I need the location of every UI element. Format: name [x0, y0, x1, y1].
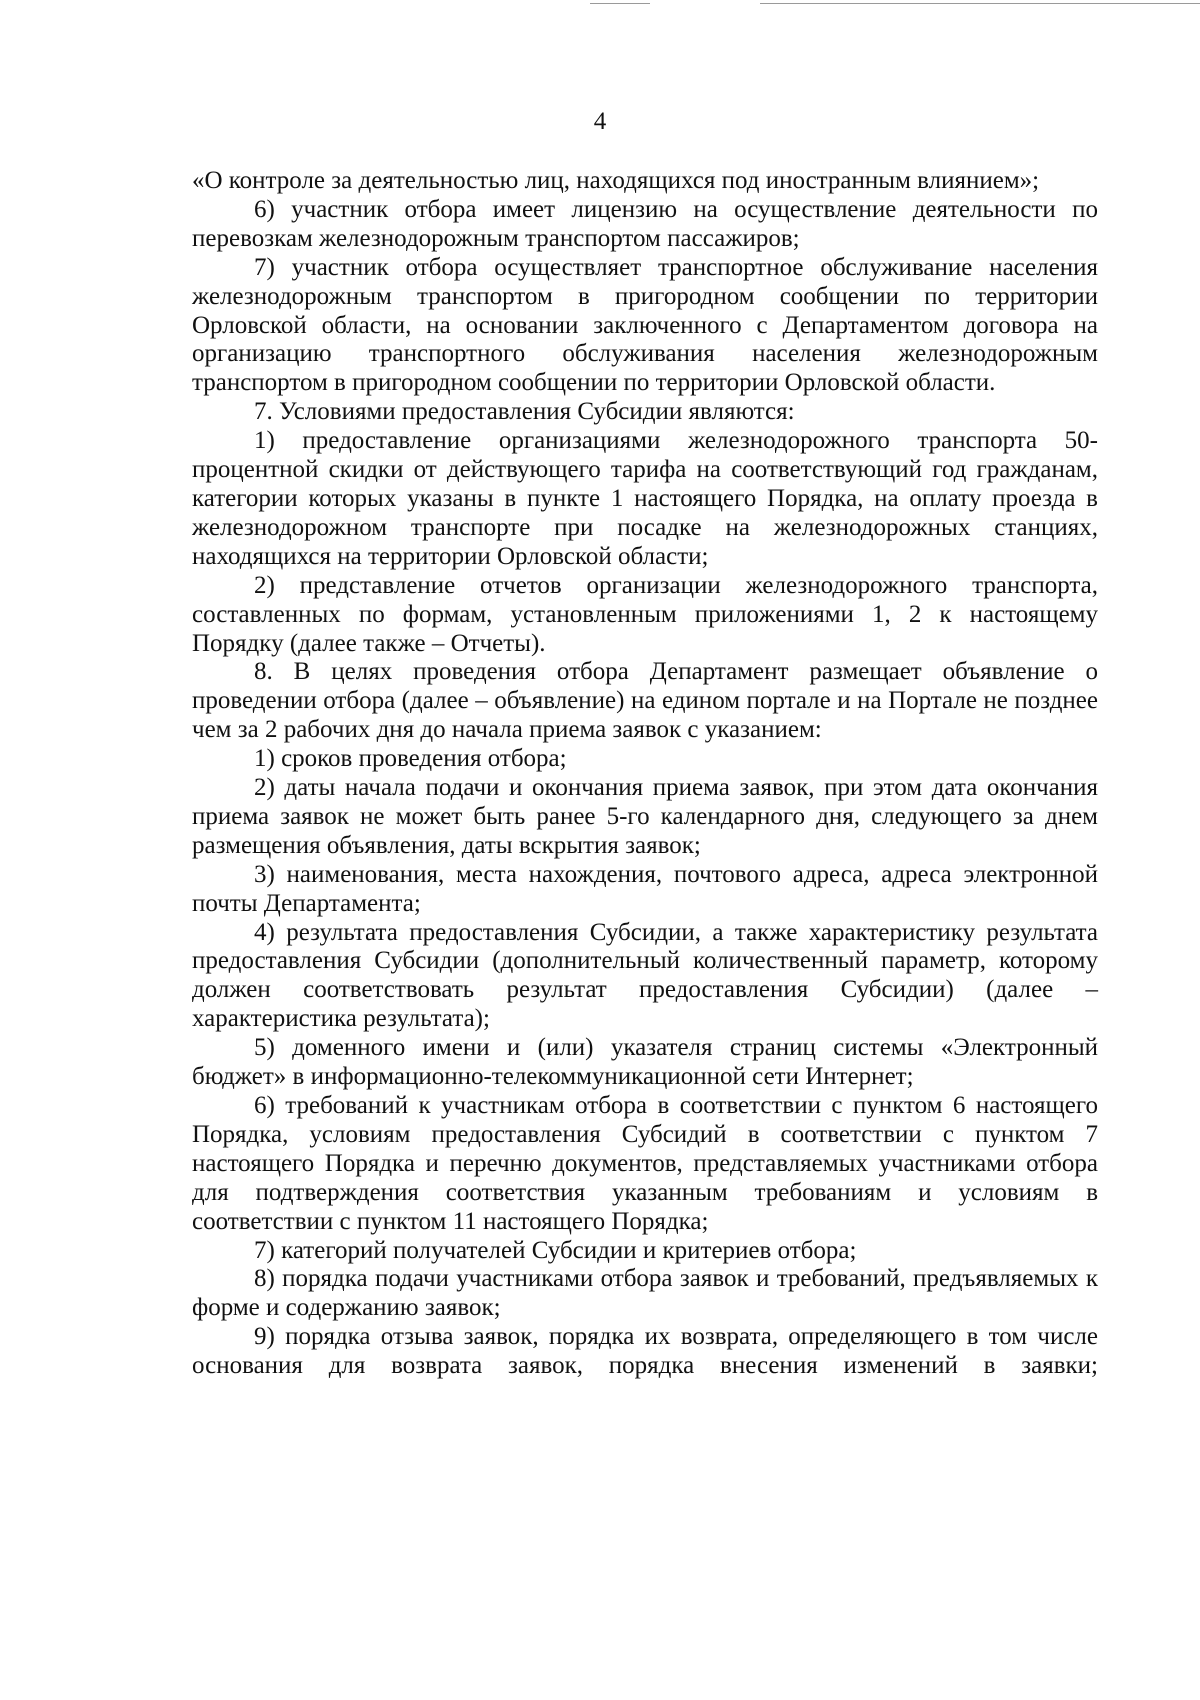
scan-edge-mark [760, 3, 1200, 4]
paragraph: 1) сроков проведения отбора; [254, 745, 567, 773]
page-number: 4 [593, 108, 607, 135]
paragraph: 2) представление отчетов организации железнодорожного транспорта, составленных по формам, установленным приложениями 1, 2 к настоящему Порядку (далее также – Отчеты). [192, 571, 1098, 657]
paragraph: 2) даты начала подачи и окончания приема заявок, при этом дата окончания приема заявок не может быть ранее 5-го календарного дня, следующего за днем размещения объявления, даты вскрытия заявок; [192, 774, 1098, 859]
paragraph: 7) категорий получателей Субсидии и критериев отбора; [254, 1236, 857, 1264]
paragraph: 6) участник отбора имеет лицензию на осуществление деятельности по перевозкам железнодорожным транспортом пассажиров; [192, 195, 1098, 252]
paragraph: «О контроле за деятельностью лиц, находящихся под иностранным влиянием»; [192, 167, 1040, 194]
paragraph: 3) наименования, места нахождения, почтового адреса, адреса электронной почты Департамента; [192, 860, 1098, 917]
paragraph: 7. Условиями предоставления Субсидии являются: [254, 398, 795, 426]
paragraph: 7) участник отбора осуществляет транспортное обслуживание населения железнодорожным транспортом в пригородном сообщении по территории Орловской области, на основании заключенного с Департаментом договора на организацию транспортного обслуживания населения железнодорожным транспортом в пригородном сообщении по территории Орловской области. [192, 253, 1098, 397]
paragraph: 4) результата предоставления Субсидии, а также характеристику результата предоставления Субсидии (дополнительный количественный параметр, которому должен соответствовать результат предоставления Субсидии) (далее – характеристика результата); [192, 918, 1098, 1033]
paragraph: 9) порядка отзыва заявок, порядка их возврата, определяющего в том числе основания для возврата заявок, порядка внесения изменений в заявки; [192, 1323, 1098, 1380]
document-body [192, 167, 1098, 1381]
paragraph: 1) предоставление организациями железнодорожного транспорта 50-процентной скидки от действующего тарифа на соответствующий год гражданам, категории которых указаны в пункте 1 настоящего Порядка, на оплату проезда в железнодорожном транспорте при посадке на железнодорожных станциях, находящихся на территории Орловской области; [192, 427, 1098, 570]
paragraph: 8. В целях проведения отбора Департамент размещает объявление о проведении отбора (далее – объявление) на едином портале и на Портале не позднее чем за 2 рабочих дня до начала приема заявок с указанием: [192, 658, 1098, 744]
paragraph: 5) доменного имени и (или) указателя страниц системы «Электронный бюджет» в информационно-телекоммуникационной сети Интернет; [192, 1034, 1098, 1091]
scan-edge-mark [590, 3, 650, 4]
paragraph: 8) порядка подачи участниками отбора заявок и требований, предъявляемых к форме и содержанию заявок; [192, 1265, 1098, 1322]
paragraph: 6) требований к участникам отбора в соответствии с пунктом 6 настоящего Порядка, условиям предоставления Субсидий в соответствии с пунктом 7 настоящего Порядка и перечню документов, представляемых участниками отбора для подтверждения соответствия указанным требованиям и условиям в соответствии с пунктом 11 настоящего Порядка; [192, 1092, 1098, 1235]
